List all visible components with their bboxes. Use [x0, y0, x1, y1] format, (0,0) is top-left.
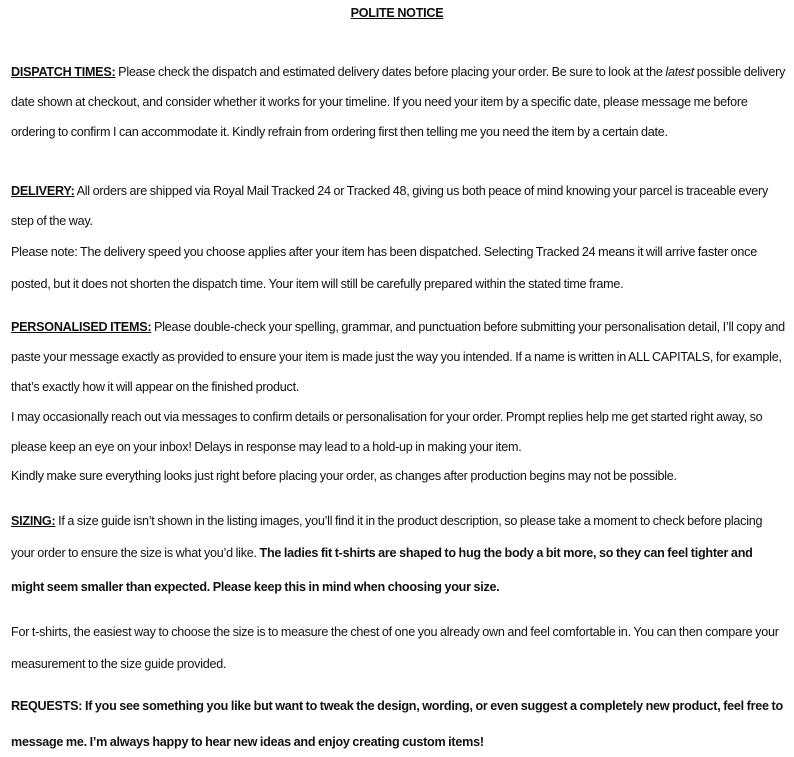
sizing-line-2: [11, 546, 791, 560]
delivery-line-3: Please note: The delivery speed you choose applies after your item has been dispatched. Selecting Tracked 24 means it will arrive faster once: [11, 245, 757, 259]
sizing-line-3: might seem smaller than expected. Please keep this in mind when choosing your size.: [11, 580, 500, 594]
delivery-text-1: All orders are shipped via Royal Mail Tracked 24 or Tracked 48, giving us both peace of mind knowing your parcel is traceable every: [74, 184, 769, 198]
requests-line-2: message me. I’m always happy to hear new ideas and enjoy creating custom items!: [11, 735, 484, 749]
dispatch-italic-word: latest: [665, 65, 695, 79]
personalised-line-4: I may occasionally reach out via messages to confirm details or personalisation for your order. Prompt replies help me get started right away, so: [11, 410, 763, 424]
dispatch-line-2: date shown at checkout, and consider whether it works for your timeline. If you need your item by a specific date, please message me before: [11, 95, 748, 109]
dispatch-line-3: ordering to confirm I can accommodate it. Kindly refrain from ordering first then telling me you need the item by a certain date.: [11, 125, 668, 139]
sizing-line-4: For t-shirts, the easiest way to choose the size is to measure the chest of one you already own and feel comfortable in. You can then compare your: [11, 625, 779, 639]
sizing-bold-note: The ladies fit t-shirts are shaped to hug the body a bit more, so they can feel tighter and: [259, 546, 753, 560]
requests-line-1: REQUESTS: If you see something you like but want to tweak the design, wording, or even suggest a completely new product, feel free to: [11, 699, 783, 713]
personalised-line-1: [11, 320, 791, 334]
personalised-heading: PERSONALISED ITEMS:: [11, 320, 152, 334]
personalised-line-6: Kindly make sure everything looks just right before placing your order, as changes after production begins may not be possible.: [11, 469, 677, 483]
sizing-line-5: measurement to the size guide provided.: [11, 657, 227, 671]
dispatch-heading: DISPATCH TIMES:: [11, 65, 116, 79]
sizing-heading: SIZING:: [11, 514, 56, 528]
dispatch-line-1: [11, 65, 791, 79]
sizing-text-2a: your order to ensure the size is what you’d like.: [11, 546, 260, 560]
delivery-line-1: [11, 184, 791, 198]
delivery-line-4: posted, but it does not shorten the dispatch time. Your item will still be carefully prepared within the stated time frame.: [11, 277, 624, 291]
personalised-line-5: please keep an eye on your inbox! Delays in response may lead to a hold-up in making your item.: [11, 440, 522, 454]
sizing-text-1: If a size guide isn’t shown in the listing images, you’ll find it in the product description, so please take a moment to check before placing: [55, 514, 763, 528]
sizing-line-1: [11, 514, 791, 528]
personalised-text-1: Please double-check your spelling, grammar, and punctuation before submitting your personalisation detail, I’ll copy and: [151, 320, 785, 334]
personalised-line-3: that’s exactly how it will appear on the finished product.: [11, 380, 300, 394]
delivery-line-2: step of the way.: [11, 214, 93, 228]
page-title: POLITE NOTICE: [350, 6, 444, 20]
personalised-line-2: paste your message exactly as provided to ensure your item is made just the way you intended. If a name is written in ALL CAPITALS, for example,: [11, 350, 782, 364]
dispatch-text-1b: possible delivery: [694, 65, 786, 79]
dispatch-text-1a: Please check the dispatch and estimated delivery dates before placing your order. Be sure to look at the: [115, 65, 666, 79]
delivery-heading: DELIVERY:: [11, 184, 75, 198]
